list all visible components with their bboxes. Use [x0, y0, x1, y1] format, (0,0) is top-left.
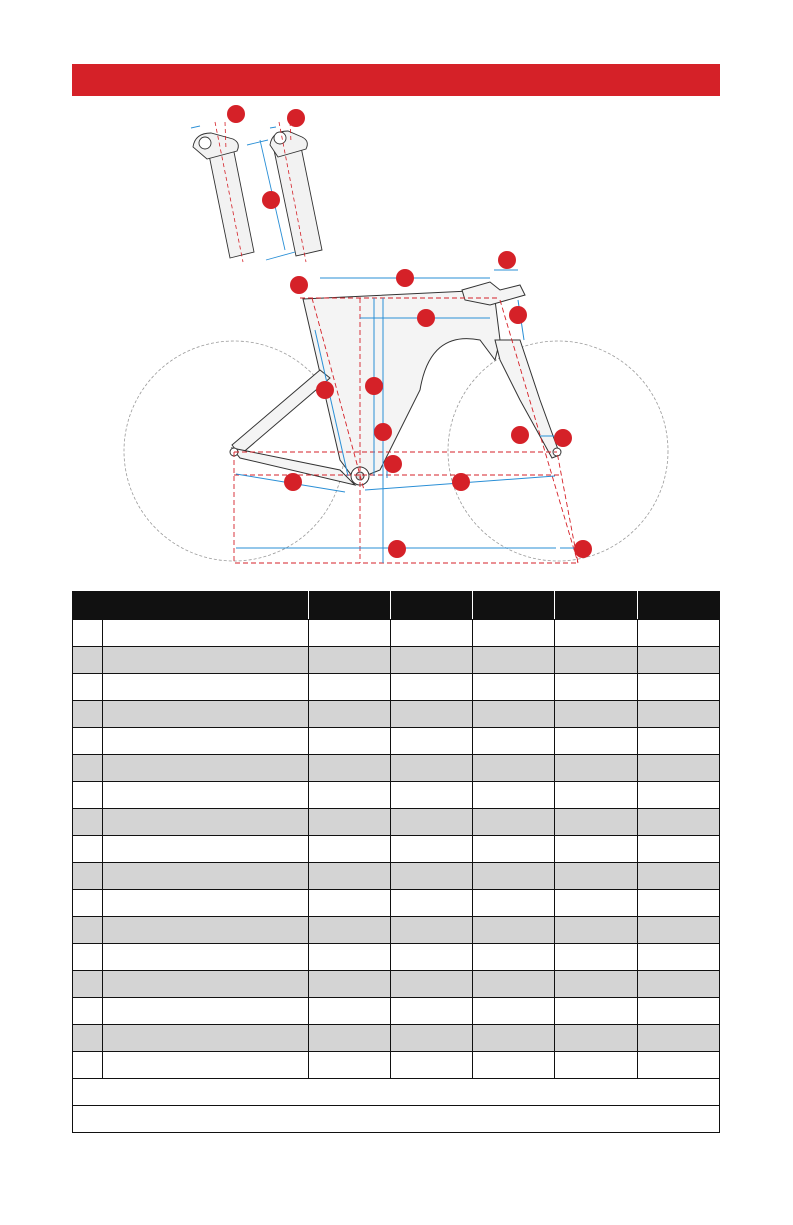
table-body	[73, 620, 720, 1133]
table-row	[73, 674, 720, 701]
table-row	[73, 998, 720, 1025]
callout-top-tube-length	[396, 269, 414, 287]
seatpost-detail-b	[270, 122, 322, 262]
callout-seatpost-setback-b	[287, 109, 305, 127]
header-banner	[72, 64, 720, 96]
table-row	[73, 809, 720, 836]
callout-head-tube-length	[509, 306, 527, 324]
table-row	[73, 1025, 720, 1052]
table-row	[73, 917, 720, 944]
seatpost-detail-a	[193, 122, 254, 262]
callout-bb-drop	[374, 423, 392, 441]
table-row	[73, 890, 720, 917]
header-cell-size-1	[308, 592, 390, 620]
geometry-table	[72, 591, 720, 1133]
callout-seatpost-setback-a	[227, 105, 245, 123]
table-row	[73, 728, 720, 755]
callout-head-tube-angle	[554, 429, 572, 447]
header-cell-size-5	[637, 592, 719, 620]
table-row	[73, 863, 720, 890]
table-header-row	[73, 592, 720, 620]
callout-front-center	[452, 473, 470, 491]
callout-seat-tube-angle	[290, 276, 308, 294]
table-note-row	[73, 1106, 720, 1133]
table-note-row	[73, 1079, 720, 1106]
callout-seat-tube-length	[316, 381, 334, 399]
header-cell-size-4	[555, 592, 637, 620]
callout-trail	[574, 540, 592, 558]
callout-reach	[417, 309, 435, 327]
table-row	[73, 701, 720, 728]
header-cell-size-2	[390, 592, 472, 620]
callout-bb-height	[384, 455, 402, 473]
table-row	[73, 647, 720, 674]
callout-stem-length	[498, 251, 516, 269]
table-row	[73, 836, 720, 863]
callout-chainstay-length	[284, 473, 302, 491]
callout-wheelbase	[388, 540, 406, 558]
callout-stack	[365, 377, 383, 395]
table-row	[73, 782, 720, 809]
callout-seatpost-length	[262, 191, 280, 209]
table-row	[73, 620, 720, 647]
table-row	[73, 971, 720, 998]
header-cell-size-3	[473, 592, 555, 620]
callout-fork-rake	[511, 426, 529, 444]
table-row	[73, 944, 720, 971]
header-cell-label	[73, 592, 309, 620]
bike-geometry-diagram	[0, 96, 793, 586]
table-row	[73, 755, 720, 782]
table-row	[73, 1052, 720, 1079]
